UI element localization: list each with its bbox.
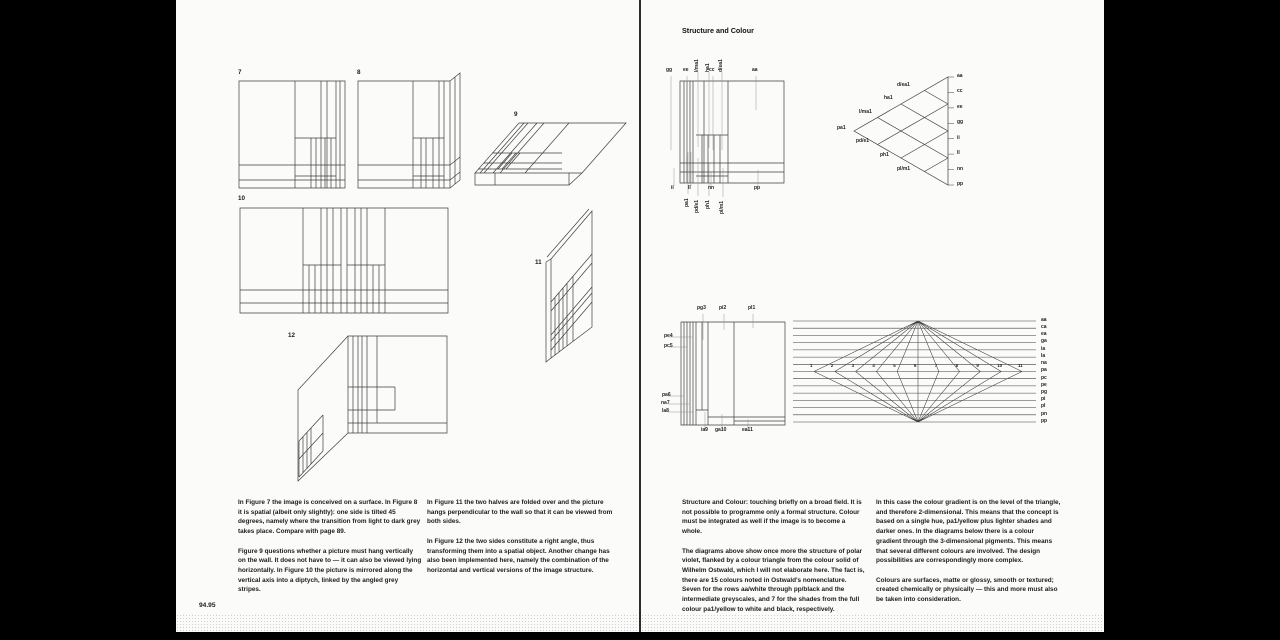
colour-solid-row-label: pc <box>1041 374 1047 381</box>
colour-triangle-label: ph1 <box>880 152 889 158</box>
colour-triangle-tick-label: ee <box>957 104 963 110</box>
left-caption-column-1 <box>238 498 422 605</box>
colour-triangle-tick-label: ll <box>957 150 960 156</box>
figure-number-label: 9 <box>514 111 518 118</box>
figure-number-label: 7 <box>238 69 242 76</box>
structure-diagram-label: pl/m1 <box>719 200 725 214</box>
colour-triangle-label: l/ma1 <box>859 109 872 115</box>
caption-paragraph: Figure 9 questions whether a picture must hang vertically on the wall. It does not have to — it can also be viewed lying horizontally. In Figure 10 the picture is mirrored along the vertical axis into a diptych, linked by the angled grey stripes. <box>238 547 422 594</box>
gradient-diagram-label: ia9 <box>701 427 708 433</box>
gradient-diagram-label: pg3 <box>697 305 706 311</box>
left-caption-column-2 <box>427 498 613 585</box>
figure-8-drawing <box>358 73 460 188</box>
structure-diagram-label: pp <box>754 185 761 191</box>
caption-paragraph: In Figure 7 the image is conceived on a surface. In Figure 8 it is spatial (albeit only slightly): one side is tilted 45 degrees, namely where the transition from light to dark grey takes place. Compare with page 89. <box>238 499 421 536</box>
colour-solid-axis-number: 10 <box>997 362 1003 368</box>
colour-solid-row-label: la <box>1041 352 1046 359</box>
figure-10-drawing <box>240 208 448 313</box>
structure-diagram-label: ii <box>671 185 674 191</box>
colour-solid-row-label: pi <box>1041 396 1046 403</box>
page-number: 94.95 <box>199 602 216 609</box>
colour-triangle-label: pd/e1 <box>856 138 870 144</box>
colour-solid-axis-number: 11 <box>1018 362 1023 368</box>
gradient-diagram-label: la8 <box>662 408 669 414</box>
colour-triangle-tick-label: ii <box>957 135 960 141</box>
colour-triangle-tick-label: nn <box>957 166 964 172</box>
right-caption-column-2 <box>876 498 1061 614</box>
colour-solid-row-label: aa <box>1041 316 1047 323</box>
caption-paragraph: In Figure 11 the two halves are folded over and the picture hangs perpendicular to the wall so that it can be viewed from both sides. <box>427 499 613 526</box>
structure-diagram-label: nn <box>708 185 715 191</box>
colour-solid-row-label: pl <box>1041 403 1046 410</box>
colour-solid-axis-number: 8 <box>955 362 959 368</box>
colour-solid-row-label: pe <box>1041 381 1047 388</box>
gradient-diagram-label: pc5 <box>664 343 673 349</box>
structure-diagram-label: cc <box>709 67 715 73</box>
figure-12-drawing <box>298 336 447 481</box>
colour-triangle-tick-label: aa <box>957 73 963 79</box>
colour-solid-row-label: ga <box>1041 338 1047 345</box>
colour-solid-axis-number: 9 <box>976 362 979 368</box>
colour-solid-row-label: pa <box>1041 367 1047 374</box>
structure-diagram-label: ee <box>683 67 689 73</box>
colour-solid-axis-number: 1 <box>810 362 813 368</box>
gradient-diagram-label: ea11 <box>742 427 753 433</box>
colour-solid-row-label: pp <box>1041 417 1048 424</box>
colour-solid-axis-number: 6 <box>914 362 917 368</box>
colour-triangle-label: pl/m1 <box>897 166 911 172</box>
colour-solid-axis-number: 4 <box>872 362 875 368</box>
caption-paragraph: Structure and Colour: touching briefly on a broad field. It is not possible to programme only a formal structure. Colour must be integrated as well if the image is to become a whole. <box>682 499 862 536</box>
top-structure-diagram-drawing <box>671 72 784 197</box>
structure-diagram-label: ha1 <box>705 63 711 72</box>
structure-diagram-label: gg <box>666 67 673 73</box>
gradient-diagram-label: pi2 <box>719 305 727 311</box>
colour-triangle-tick-label: gg <box>957 119 964 125</box>
colour-triangle-tick-label: cc <box>957 88 963 94</box>
colour-solid-row-label: ea <box>1041 331 1047 338</box>
colour-triangle-tick-label: pp <box>957 181 964 187</box>
colour-solid-row-label: ia <box>1041 345 1046 352</box>
colour-triangle-label: pa1 <box>837 125 846 131</box>
gradient-diagram-label: ga10 <box>715 427 727 433</box>
colour-solid-axis-number: 2 <box>830 362 834 368</box>
caption-paragraph: Colours are surfaces, matte or glossy, smooth or textured; created chemically or physically — this and more must also be taken into consideration. <box>876 576 1058 604</box>
structure-diagram-label: pa1 <box>684 198 690 207</box>
section-heading: Structure and Colour <box>682 26 754 35</box>
gradient-diagram-label: pl1 <box>748 305 756 311</box>
figure-number-label: 11 <box>535 259 542 266</box>
figure-number-label: 8 <box>357 69 361 76</box>
caption-paragraph: In Figure 12 the two sides constitute a right angle, thus transforming them into a spatial object. Another change has also been implemented here, namely the combination of the horizontal and vertical versions of the image structure. <box>427 537 610 574</box>
caption-paragraph: The diagrams above show once more the structure of polar violet, flanked by a colour triangle from the colour solid of Wilhelm Ostwald, which I will not elaborate here. The fact is, there are 15 colours noted in Ostwald's nomenclature. Seven for the rows aa/white through pp/black and the intermediate greyscales, and 7 for the shades from the full colour pa1/yellow to white and black, respectively. <box>682 547 865 613</box>
structure-diagram-label: pd/e1 <box>694 199 700 213</box>
figure-7-drawing <box>239 81 345 188</box>
colour-triangle-label: ha1 <box>884 95 893 101</box>
structure-diagram-label: ph1 <box>705 200 711 209</box>
colour-solid-axis-number: 7 <box>934 362 938 368</box>
gradient-structure-diagram-drawing <box>668 314 785 431</box>
figure-9-drawing <box>475 123 626 185</box>
caption-paragraph: In this case the colour gradient is on the level of the triangle, and therefore 2-dimensional. This means that the concept is based on a single hue, pa1/yellow plus lighter shades and darker ones. In the diagrams below there is a colour gradient through the 3-dimensional pigments. This means that several different colours are involved. The design possibilities are correspondingly more complex. <box>876 499 1061 565</box>
colour-solid-row-label: pg <box>1041 388 1048 395</box>
colour-triangle-label: d/ea1 <box>897 82 910 88</box>
structure-diagram-label: aa <box>752 67 758 73</box>
gradient-diagram-label: pa6 <box>662 392 671 398</box>
figure-number-label: 10 <box>238 195 246 202</box>
figure-number-label: 12 <box>288 332 296 339</box>
colour-solid-row-label: pn <box>1041 410 1048 417</box>
structure-diagram-label: ll <box>688 185 691 191</box>
colour-solid-row-label: na <box>1041 360 1047 367</box>
structure-diagram-label: l/ma1 <box>694 59 700 72</box>
gradient-diagram-label: na7 <box>661 400 670 406</box>
figure-11-drawing <box>546 209 592 362</box>
gradient-diagram-label: pe4 <box>664 333 673 339</box>
colour-solid-axis-number: 3 <box>851 362 855 368</box>
structure-diagram-label: d/ea1 <box>718 59 724 72</box>
colour-solid-diagram-drawing <box>793 321 1036 422</box>
colour-solid-axis-number: 5 <box>893 362 896 368</box>
colour-solid-row-label: ca <box>1041 324 1047 330</box>
right-caption-column-1 <box>682 498 866 624</box>
